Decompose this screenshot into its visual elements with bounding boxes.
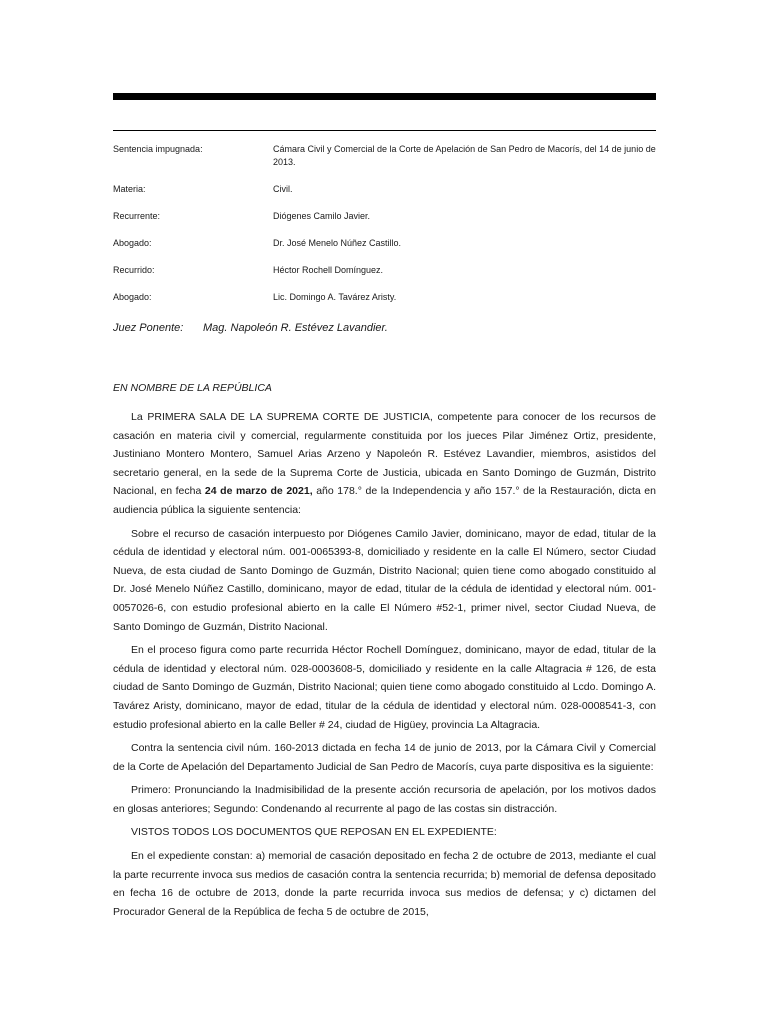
meta-label: Recurrido: <box>113 265 155 275</box>
paragraph: Primero: Pronunciando la Inadmisibilidad de la presente acción recursoria de apelación, por los motivos dados en glosas anteriores; Segundo: Condenando al recurrente al pago de las costas sin distracción. <box>113 784 656 815</box>
paragraph-intro <box>113 408 656 520</box>
juez-name: Mag. Napoleón R. Estévez Lavandier. <box>203 322 388 334</box>
meta-value: Civil. <box>273 184 293 194</box>
meta-value: Cámara Civil y Comercial de la Corte de Apelación de San Pedro de Macorís, del 14 de junio de 2013. <box>273 144 656 167</box>
meta-value: Héctor Rochell Domínguez. <box>273 265 384 275</box>
meta-label: Recurrente: <box>113 211 161 221</box>
header-thin-rule <box>113 130 656 131</box>
paragraph: Sobre el recurso de casación interpuesto por Diógenes Camilo Javier, dominicano, mayor de edad, titular de la cédula de identidad y electoral núm. 001-0065393-8, domiciliado y residente en la calle El Número, sector Ciudad Nueva, de esta ciudad de Santo Domingo de Guzmán, Distrito Nacional; quien tiene como abogado constituido al Dr. José Menelo Núñez Castillo, dominicano, mayor de edad, titular de la cédula de identidad y electoral núm. 001-0057026-6, con estudio profesional abierto en la calle El Número #52-1, primer nivel, sector Ciudad Nueva, de Santo Domingo de Guzmán, Distrito Nacional. <box>113 527 656 633</box>
paragraph: En el expediente constan: a) memorial de casación depositado en fecha 2 de octubre de 2013, mediante el cual la parte recurrente invoca sus medios de casación contra la sentencia recurrida; b) memorial de defensa depositado en fecha 16 de octubre de 2013, donde la parte recurrida invoca sus medios de defensa; y c) dictamen del Procurador General de la República de fecha 5 de octubre de 2015, <box>113 850 656 918</box>
paragraph: En el proceso figura como parte recurrida Héctor Rochell Domínguez, dominicano, mayor de edad, titular de la cédula de identidad y electoral núm. 028-0003608-5, domiciliado y residente en la calle Altagracia # 126, de esta ciudad de Santo Domingo de Guzmán, Distrito Nacional; quien tiene como abogado constituido al Lcdo. Domingo A. Tavárez Aristy, dominicano, mayor de edad, titular de la cédula de identidad y electoral núm. 028-0008541-3, con estudio profesional abierto en la calle Beller # 24, ciudad de Higüey, provincia La Altagracia. <box>113 644 656 731</box>
document-page <box>113 0 656 1024</box>
sentence-date: 24 de marzo de 2021, <box>204 485 313 498</box>
meta-value: Diógenes Camilo Javier. <box>273 211 371 221</box>
paragraph: VISTOS TODOS LOS DOCUMENTOS QUE REPOSAN EN EL EXPEDIENTE: <box>131 826 497 839</box>
meta-label: Materia: <box>113 184 146 194</box>
section-heading: EN NOMBRE DE LA REPÚBLICA <box>113 382 272 394</box>
meta-label: Sentencia impugnada: <box>113 144 203 154</box>
paragraph-intro-text-a: La PRIMERA SALA DE LA SUPREMA CORTE DE JUSTICIA, competente para conocer de los recursos de casación en materia civil y comercial, regularmente constituida por los jueces Pilar Jiménez Ortiz, presidente, Justiniano Montero Montero, Samuel Arias Arzeno y Napoleón R. Estévez Lavandier, miembros, asistidos del secretario general, en la sede de la Suprema Corte de Justicia, ubicada en Santo Domingo de Guzmán, Distrito Nacional, en fecha <box>113 411 656 498</box>
meta-label: Abogado: <box>113 238 152 248</box>
meta-label: Abogado: <box>113 292 152 302</box>
paragraph-intro-text-b: año 178.° de la Independencia y año 157.° de la Restauración, dicta en audiencia pública la siguiente sentencia: <box>113 485 656 516</box>
paragraph: Contra la sentencia civil núm. 160-2013 dictada en fecha 14 de junio de 2013, por la Cámara Civil y Comercial de la Corte de Apelación del Departamento Judicial de San Pedro de Macorís, cuya parte dispositiva es la siguiente: <box>113 742 656 773</box>
juez-label: Juez Ponente: <box>113 322 184 334</box>
document-body <box>113 408 656 926</box>
header-thick-rule <box>113 93 656 100</box>
meta-value: Lic. Domingo A. Tavárez Aristy. <box>273 292 397 302</box>
meta-value: Dr. José Menelo Núñez Castillo. <box>273 238 402 248</box>
